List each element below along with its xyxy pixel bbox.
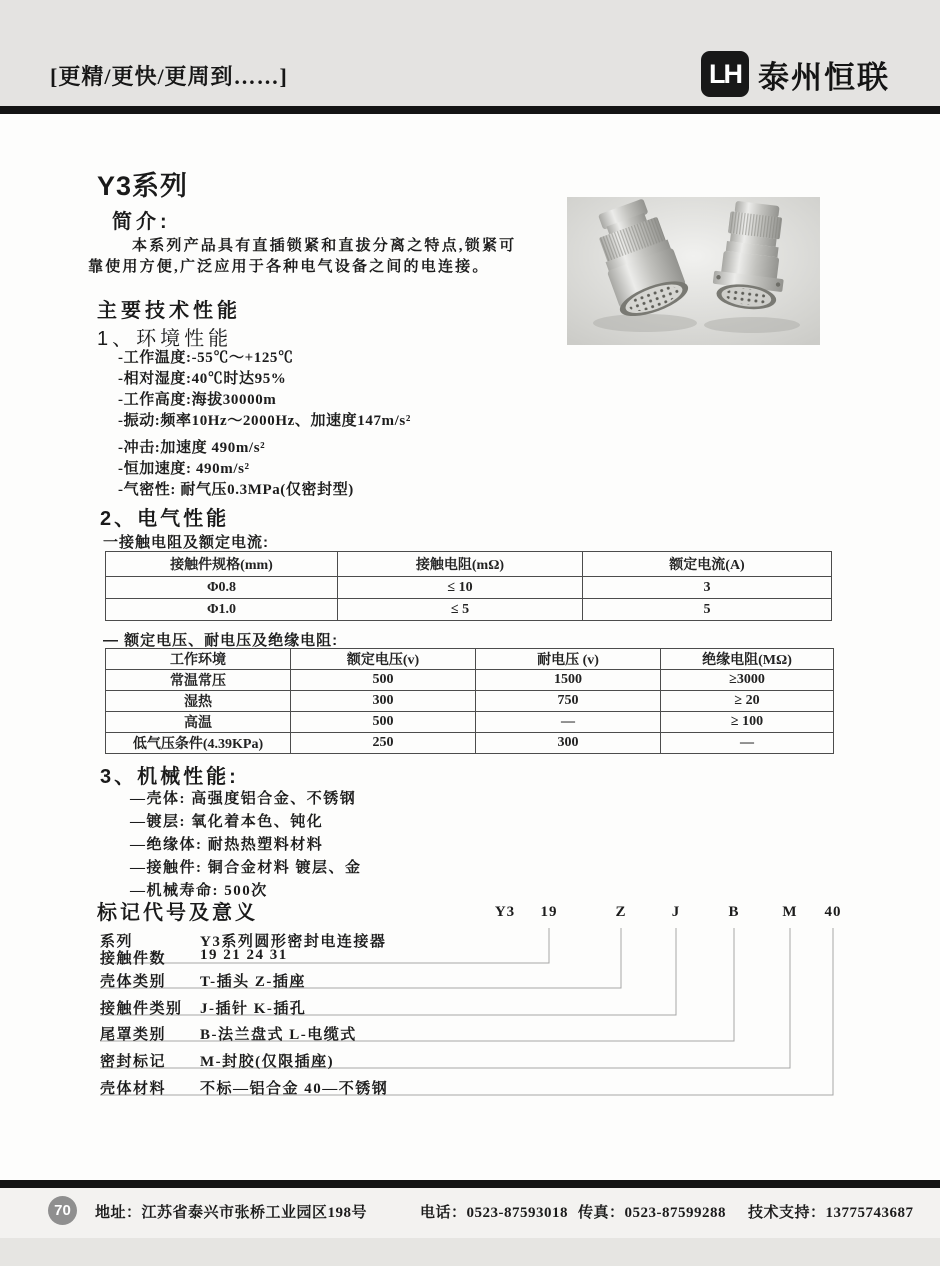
table-cell: Φ1.0 <box>106 599 338 621</box>
mechanical-item: —机械寿命: 500次 <box>130 883 268 899</box>
table-cell: 300 <box>291 691 476 712</box>
table-row <box>106 577 832 599</box>
marking-row-value: J-插针 K-插孔 <box>200 1001 307 1017</box>
table-cell: 300 <box>476 733 661 754</box>
column-header: 耐电压 (v) <box>476 649 661 670</box>
table-cell: 1500 <box>476 670 661 691</box>
table-row <box>106 712 834 733</box>
env-item: -冲击:加速度 490m/s² <box>118 440 266 456</box>
column-header: 接触件规格(mm) <box>106 552 338 577</box>
marking-row-label: 密封标记 <box>100 1054 167 1070</box>
table-cell: Φ0.8 <box>106 577 338 599</box>
table-row <box>106 733 834 754</box>
marking-row-label: 壳体类别 <box>100 974 167 990</box>
env-item: -相对湿度:40℃时达95% <box>118 371 287 387</box>
lh-logo-icon: LH <box>701 51 749 97</box>
mechanical-item: —绝缘体: 耐热热塑料材料 <box>130 837 324 853</box>
intro-text-line1: 本系列产品具有直插锁紧和直拔分离之特点,锁紧可 <box>132 238 517 254</box>
marking-row-label: 接触件数 <box>100 951 167 967</box>
marking-row-value: B-法兰盘式 L-电缆式 <box>200 1027 357 1043</box>
table-cell: — <box>476 712 661 733</box>
table-cell: 250 <box>291 733 476 754</box>
table-cell: 5 <box>583 599 832 621</box>
footer-phone: 电话：0523-87593018 <box>420 1205 568 1221</box>
env-item: -恒加速度: 490m/s² <box>118 461 250 477</box>
env-item: -振动:频率10Hz～2000Hz、加速度147m/s² <box>118 413 411 429</box>
table-cell: 500 <box>291 670 476 691</box>
table-row <box>106 670 834 691</box>
page-number-badge: 70 <box>48 1196 77 1225</box>
column-header: 绝缘电阻(MΩ) <box>661 649 834 670</box>
marking-row-value: T-插头 Z-插座 <box>200 974 306 990</box>
table-cell: ≥ 100 <box>661 712 834 733</box>
page-header <box>0 0 940 106</box>
table-cell: 高温 <box>106 712 291 733</box>
tech-heading: 主要技术性能 <box>97 300 241 322</box>
brand-logo <box>701 50 890 98</box>
table-cell: 3 <box>583 577 832 599</box>
table-header-row <box>106 552 832 577</box>
code-part-contact-type: J <box>671 904 681 920</box>
table1-caption: 一接触电阻及额定电流: <box>103 534 269 551</box>
footer-support: 技术支持：13775743687 <box>748 1205 914 1221</box>
code-part-shell: Z <box>615 904 627 920</box>
mechanical-item: —接触件: 铜合金材料 镀层、金 <box>130 860 362 876</box>
column-header: 额定电压(v) <box>291 649 476 670</box>
table-cell: 低气压条件(4.39KPa) <box>106 733 291 754</box>
intro-heading: 简介: <box>112 211 171 233</box>
electrical-heading: 2、电气性能 <box>100 508 230 530</box>
product-photo <box>567 197 820 345</box>
table-cell: ≤ 5 <box>338 599 583 621</box>
env-item: -工作温度:-55℃～+125℃ <box>118 350 294 366</box>
code-part-series: Y3 <box>494 904 516 920</box>
table-cell: 湿热 <box>106 691 291 712</box>
table-cell: 500 <box>291 712 476 733</box>
table2-caption: — 额定电压、耐电压及绝缘电阻: <box>103 632 339 649</box>
table-cell: — <box>661 733 834 754</box>
voltage-insulation-table <box>105 648 834 754</box>
code-part-material: 40 <box>824 904 842 920</box>
mechanical-item: —镀层: 氧化着本色、钝化 <box>130 814 324 830</box>
table-row <box>106 691 834 712</box>
column-header: 工作环境 <box>106 649 291 670</box>
marking-row-value: M-封胶(仅限插座) <box>200 1054 335 1070</box>
footer-address: 地址：江苏省泰兴市张桥工业园区198号 <box>95 1205 368 1221</box>
table-cell: 常温常压 <box>106 670 291 691</box>
footer-gray-margin <box>0 1238 940 1266</box>
env-list <box>118 348 411 501</box>
env-heading: 1、环境性能 <box>97 328 233 350</box>
code-part-tail: B <box>728 904 740 920</box>
table-cell: ≥3000 <box>661 670 834 691</box>
marking-heading: 标记代号及意义 <box>97 902 258 924</box>
table-cell: ≥ 20 <box>661 691 834 712</box>
header-slogan: [更精/更快/更周到……] <box>50 64 288 89</box>
mechanical-item: —壳体: 高强度铝合金、不锈钢 <box>130 791 357 807</box>
mechanical-heading: 3、机械性能: <box>100 766 239 788</box>
table-header-row <box>106 649 834 670</box>
top-divider-bar <box>0 106 940 114</box>
bottom-divider-bar <box>0 1180 940 1188</box>
intro-text-line2: 靠使用方便,广泛应用于各种电气设备之间的电连接。 <box>88 259 490 275</box>
table-cell: ≤ 10 <box>338 577 583 599</box>
table-cell: 750 <box>476 691 661 712</box>
marking-row-label: 尾罩类别 <box>100 1027 167 1043</box>
marking-row-value: 不标—铝合金 40—不锈钢 <box>200 1081 389 1097</box>
table-row <box>106 599 832 621</box>
code-part-contacts: 19 <box>540 904 558 920</box>
code-part-seal: M <box>782 904 798 920</box>
marking-row-label: 壳体材料 <box>100 1081 167 1097</box>
series-title: Y3系列 <box>97 171 189 201</box>
footer-fax: 传真：0523-87599288 <box>578 1205 726 1221</box>
marking-row-value: 19 21 24 31 <box>200 947 288 963</box>
env-item: -工作高度:海拔30000m <box>118 392 277 408</box>
marking-row-label: 接触件类别 <box>100 1001 183 1017</box>
mechanical-list <box>130 788 362 903</box>
brand-name: 泰州恒联 <box>758 59 890 95</box>
connector-illustration <box>567 197 820 345</box>
contact-resistance-table <box>105 551 832 621</box>
marking-row-label: 系列 <box>100 934 134 950</box>
column-header: 接触电阻(mΩ) <box>338 552 583 577</box>
marking-row-value: Y3系列圆形密封电连接器 <box>200 934 387 950</box>
env-item: -气密性: 耐气压0.3MPa(仅密封型) <box>118 482 354 498</box>
column-header: 额定电流(A) <box>583 552 832 577</box>
